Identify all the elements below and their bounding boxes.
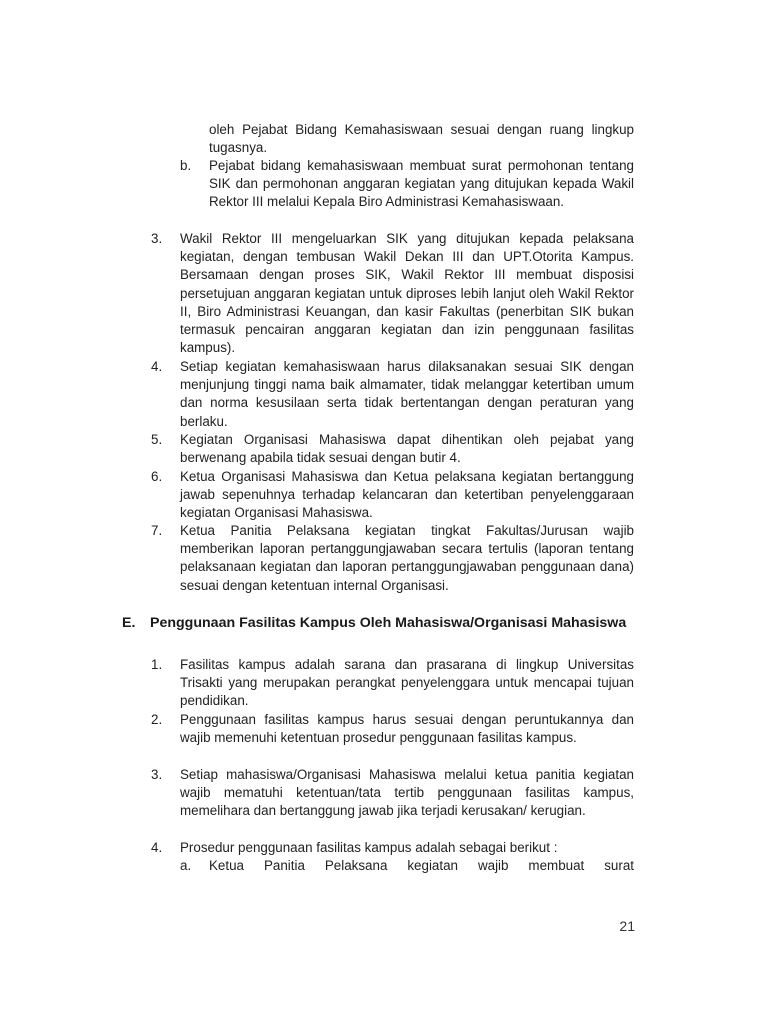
page-number: 21 [619, 918, 635, 934]
list-item-text: Pejabat bidang kemahasiswaan membuat surat permohonan tentang SIK dan permohonan anggaran kegiatan yang ditujukan kepada Wakil Rektor III melalui Kepala Biro Administrasi Kemahasiswaan. [209, 158, 634, 210]
list-item-7 [151, 522, 634, 595]
section-e-item-3 [151, 766, 634, 821]
section-e-subitem-a [180, 857, 634, 875]
list-item-5 [151, 431, 634, 467]
list-item-4 [151, 358, 634, 431]
list-item-b [180, 157, 634, 212]
list-marker: a. [180, 858, 192, 873]
list-number: 3. [151, 767, 163, 782]
list-number: 5. [151, 432, 163, 447]
list-marker: b. [180, 158, 192, 173]
list-number: 2. [151, 712, 163, 727]
list-item-text: Wakil Rektor III mengeluarkan SIK yang ditujukan kepada pelaksana kegiatan, dengan tembusan Wakil Dekan III dan UPT.Otorita Kampus. Bersamaan dengan proses SIK, Wakil Rektor III membuat disposisi persetujuan anggaran kegiatan untuk diproses lebih lanjut oleh Wakil Rektor II, Biro Administrasi Keuangan, dan kasir Fakultas (penerbitan SIK bukan termasuk pencairan anggaran kegiatan dan izin penggunaan fasilitas kampus). [180, 231, 634, 356]
list-item-text: Ketua Panitia Pelaksana kegiatan tingkat Fakultas/Jurusan wajib memberikan laporan pertanggungjawaban secara tertulis (laporan tentang pelaksanaan kegiatan dan laporan pertanggungjawaban penggunaan dana) sesuai dengan ketentuan internal Organisasi. [180, 523, 634, 593]
list-number: 1. [151, 657, 163, 672]
list-item-text: Penggunaan fasilitas kampus harus sesuai dengan peruntukannya dan wajib memenuhi ketentuan prosedur penggunaan fasilitas kampus. [180, 712, 634, 746]
intro-text: oleh Pejabat Bidang Kemahasiswaan sesuai dengan ruang lingkup tugasnya. [209, 122, 634, 156]
list-number: 4. [151, 840, 163, 855]
list-item-6 [151, 468, 634, 523]
section-e-item-2 [151, 711, 634, 747]
list-item-text: Kegiatan Organisasi Mahasiswa dapat dihentikan oleh pejabat yang berwenang apabila tidak sesuai dengan butir 4. [180, 432, 634, 466]
section-e-item-4 [151, 839, 634, 857]
list-item-3 [151, 230, 634, 357]
section-title: Penggunaan Fasilitas Kampus Oleh Mahasiswa/Organisasi Mahasiswa [150, 615, 627, 631]
list-item-text: Prosedur penggunaan fasilitas kampus adalah sebagai berikut : [180, 840, 558, 855]
list-item-text: Ketua Organisasi Mahasiswa dan Ketua pelaksana kegiatan bertanggung jawab sepenuhnya terhadap kelancaran dan ketertiban penyelenggaraan kegiatan Organisasi Mahasiswa. [180, 469, 634, 521]
section-letter: E. [122, 615, 136, 631]
list-item-text: Fasilitas kampus adalah sarana dan prasarana di lingkup Universitas Trisakti yang merupakan perangkat penyelenggara untuk mencapai tujuan pendidikan. [180, 657, 634, 709]
section-e-item-1 [151, 656, 634, 711]
list-item-text: Setiap mahasiswa/Organisasi Mahasiswa melalui ketua panitia kegiatan wajib mematuhi ketentuan/tata tertib penggunaan fasilitas kampus, memelihara dan bertanggung jawab jika terjadi kerusakan/ kerugian. [180, 767, 634, 819]
list-number: 4. [151, 359, 163, 374]
list-number: 7. [151, 523, 163, 538]
list-number: 3. [151, 231, 163, 246]
list-item-text: Ketua Panitia Pelaksana kegiatan wajib membuat surat [209, 858, 634, 873]
intro-paragraph [209, 121, 634, 157]
list-number: 6. [151, 469, 163, 484]
section-heading-e [122, 614, 634, 632]
list-item-text: Setiap kegiatan kemahasiswaan harus dilaksanakan sesuai SIK dengan menjunjung tinggi nama baik almamater, tidak melanggar ketertiban umum dan norma kesusilaan serta tidak bertentangan dengan peraturan yang berlaku. [180, 359, 634, 429]
